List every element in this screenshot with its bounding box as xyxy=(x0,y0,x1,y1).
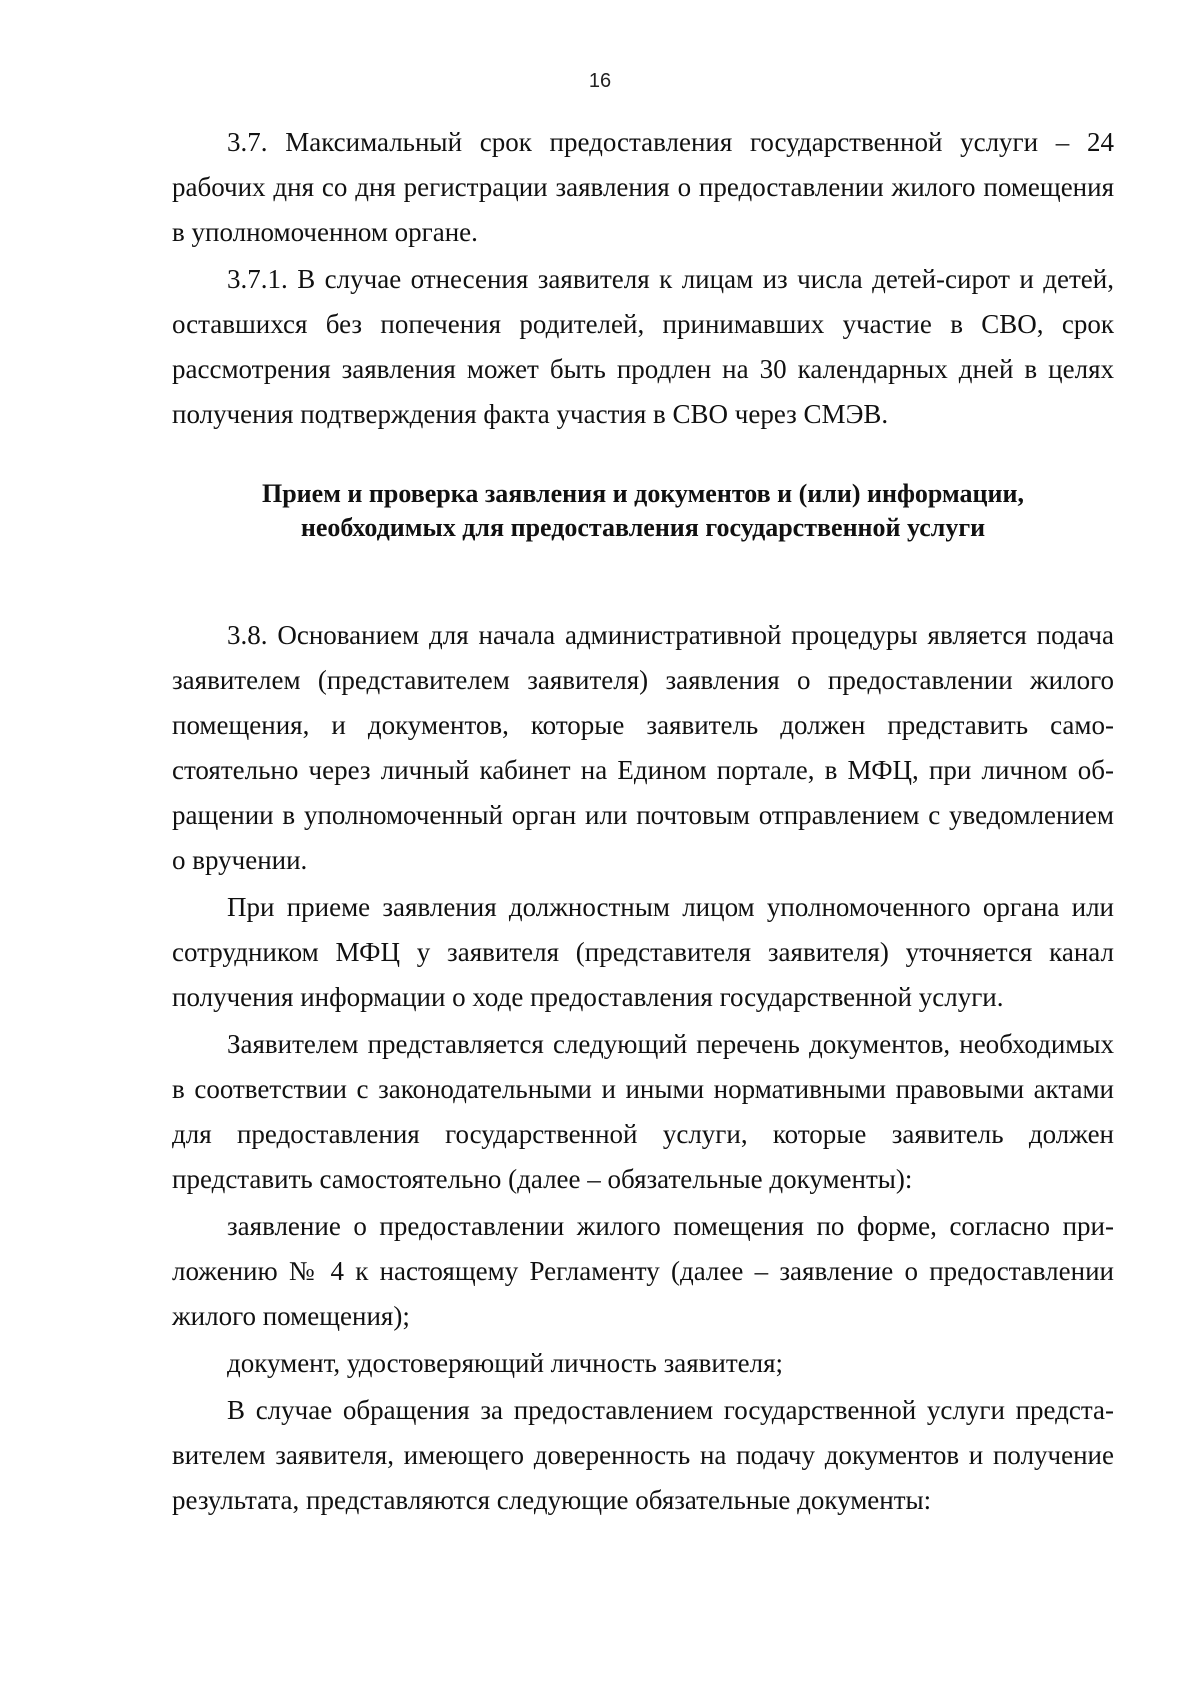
section-heading xyxy=(172,477,1114,545)
paragraph-application-form: заявление о предоставлении жилого помещения по форме, согласно приложению № 4 к настоящему Регламенту (далее – заявление о предоставлении жилого помещения); xyxy=(172,1211,1114,1331)
section-body xyxy=(172,613,1114,1523)
section-heading-line-1: Прием и проверка заявления и документов и (или) информации, xyxy=(262,479,1024,508)
paragraph-documents-list-intro: Заявителем представляется следующий перечень документов, необходимых в соответствии с законодательными и иными нормативными правовыми актами для предоставления государственной услуги, которые заявитель должен представить самостоятельно (далее – обязательные документы): xyxy=(172,1029,1114,1194)
paragraph-channel: При приеме заявления должностным лицом уполномоченного органа или сотрудником МФЦ у заявителя (представителя заявителя) уточняется канал получения информации о ходе предоставления государственной услуги. xyxy=(172,892,1114,1012)
document-body xyxy=(172,120,1114,1525)
paragraph-3-7: 3.7. Максимальный срок предоставления государственной услуги – 24 рабочих дня со дня регистрации заявления о предоставлении жилого помещения в уполномоченном органе. xyxy=(172,127,1114,247)
paragraph-3-8: 3.8. Основанием для начала административной процедуры является подача заявителем (представителем заявителя) заявления о предоставлении жилого помещения, и документов, которые заявитель должен представить самостоятельно через личный кабинет на Едином портале, в МФЦ, при личном обращении в уполномоченный орган или почтовым отправлением с уведомлением о вручении. xyxy=(172,620,1114,875)
page-number: 16 xyxy=(588,70,612,92)
paragraph-3-7-1: 3.7.1. В случае отнесения заявителя к лицам из числа детей-сирот и детей, оставшихся без попечения родителей, принимавших участие в СВО, срок рассмотрения заявления может быть продлен на 30 календарных дней в целях получения подтверждения факта участия в СВО через СМЭВ. xyxy=(172,264,1114,429)
paragraph-representative: В случае обращения за предоставлением государственной услуги представителем заявителя, имеющего доверенность на подачу документов и получение результата, представляются следующие обязательные документы: xyxy=(172,1395,1114,1515)
section-heading-line-2: необходимых для предоставления государственной услуги xyxy=(300,513,986,542)
paragraph-identity-document: документ, удостоверяющий личность заявителя; xyxy=(227,1348,784,1378)
